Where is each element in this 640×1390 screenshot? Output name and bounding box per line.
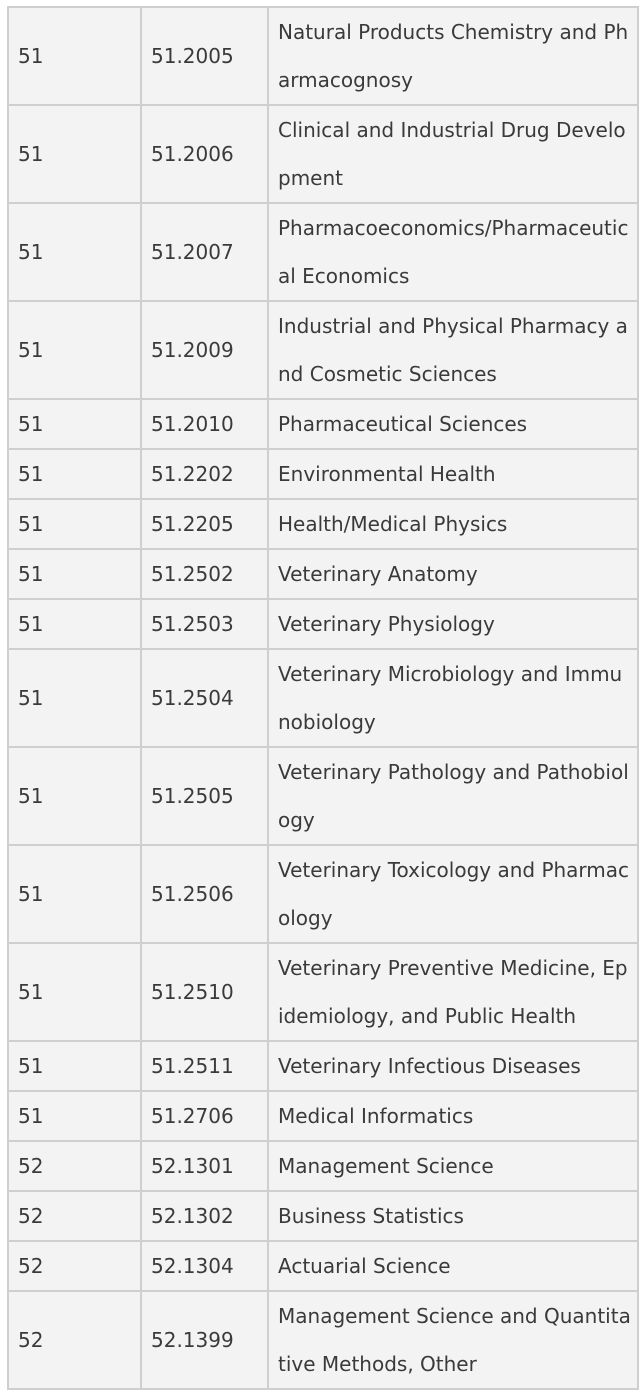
family-code-cell: 51 [8, 549, 141, 599]
family-code-cell: 51 [8, 943, 141, 1041]
table-row [8, 845, 638, 943]
program-title-cell: Veterinary Anatomy [268, 549, 638, 599]
table-row [8, 649, 638, 747]
table-row [8, 549, 638, 599]
table-row [8, 399, 638, 449]
family-code-cell: 52 [8, 1191, 141, 1241]
family-code-cell: 51 [8, 105, 141, 203]
program-title-cell: Management Science and Quantitative Methods, Other [268, 1291, 638, 1389]
cip-code-cell: 51.2007 [141, 203, 268, 301]
cip-code-cell: 51.2503 [141, 599, 268, 649]
family-code-cell: 51 [8, 449, 141, 499]
table-row [8, 1041, 638, 1091]
table-row [8, 747, 638, 845]
program-title-cell: Natural Products Chemistry and Pharmacognosy [268, 7, 638, 105]
cip-code-cell: 52.1399 [141, 1291, 268, 1389]
cip-code-cell: 51.2202 [141, 449, 268, 499]
program-title-cell: Management Science [268, 1141, 638, 1191]
family-code-cell: 51 [8, 599, 141, 649]
program-title-cell: Clinical and Industrial Drug Development [268, 105, 638, 203]
program-title-cell: Veterinary Preventive Medicine, Epidemiology, and Public Health [268, 943, 638, 1041]
program-title-cell: Industrial and Physical Pharmacy and Cosmetic Sciences [268, 301, 638, 399]
table-row [8, 7, 638, 105]
cip-code-cell: 51.2504 [141, 649, 268, 747]
program-title-cell: Pharmacoeconomics/Pharmaceutical Economics [268, 203, 638, 301]
table-row [8, 599, 638, 649]
family-code-cell: 52 [8, 1241, 141, 1291]
program-title-cell: Veterinary Pathology and Pathobiology [268, 747, 638, 845]
cip-code-cell: 51.2510 [141, 943, 268, 1041]
table-row [8, 449, 638, 499]
table-row [8, 1191, 638, 1241]
table-row [8, 203, 638, 301]
cip-code-cell: 52.1302 [141, 1191, 268, 1241]
family-code-cell: 52 [8, 1291, 141, 1389]
program-title-cell: Pharmaceutical Sciences [268, 399, 638, 449]
program-title-cell: Veterinary Infectious Diseases [268, 1041, 638, 1091]
family-code-cell: 51 [8, 7, 141, 105]
cip-code-cell: 51.2010 [141, 399, 268, 449]
cip-code-cell: 51.2502 [141, 549, 268, 599]
cip-code-cell: 51.2511 [141, 1041, 268, 1091]
cip-code-cell: 51.2505 [141, 747, 268, 845]
family-code-cell: 51 [8, 399, 141, 449]
table-row [8, 1091, 638, 1141]
table-body [8, 7, 638, 1389]
table-row [8, 943, 638, 1041]
family-code-cell: 51 [8, 649, 141, 747]
cip-code-cell: 51.2706 [141, 1091, 268, 1141]
program-title-cell: Environmental Health [268, 449, 638, 499]
cip-code-cell: 52.1304 [141, 1241, 268, 1291]
family-code-cell: 51 [8, 301, 141, 399]
program-title-cell: Actuarial Science [268, 1241, 638, 1291]
table-row [8, 1141, 638, 1191]
program-title-cell: Veterinary Physiology [268, 599, 638, 649]
program-title-cell: Veterinary Toxicology and Pharmacology [268, 845, 638, 943]
table-row [8, 1291, 638, 1389]
cip-code-table [7, 6, 639, 1390]
cip-code-cell: 51.2005 [141, 7, 268, 105]
table-row [8, 105, 638, 203]
cip-code-cell: 52.1301 [141, 1141, 268, 1191]
cip-code-cell: 51.2009 [141, 301, 268, 399]
table-row [8, 1241, 638, 1291]
program-title-cell: Veterinary Microbiology and Immunobiology [268, 649, 638, 747]
family-code-cell: 51 [8, 747, 141, 845]
family-code-cell: 51 [8, 845, 141, 943]
program-title-cell: Business Statistics [268, 1191, 638, 1241]
table-row [8, 499, 638, 549]
program-title-cell: Health/Medical Physics [268, 499, 638, 549]
table-row [8, 301, 638, 399]
family-code-cell: 52 [8, 1141, 141, 1191]
family-code-cell: 51 [8, 203, 141, 301]
family-code-cell: 51 [8, 1041, 141, 1091]
family-code-cell: 51 [8, 1091, 141, 1141]
cip-code-cell: 51.2506 [141, 845, 268, 943]
family-code-cell: 51 [8, 499, 141, 549]
cip-code-cell: 51.2205 [141, 499, 268, 549]
cip-code-cell: 51.2006 [141, 105, 268, 203]
program-title-cell: Medical Informatics [268, 1091, 638, 1141]
